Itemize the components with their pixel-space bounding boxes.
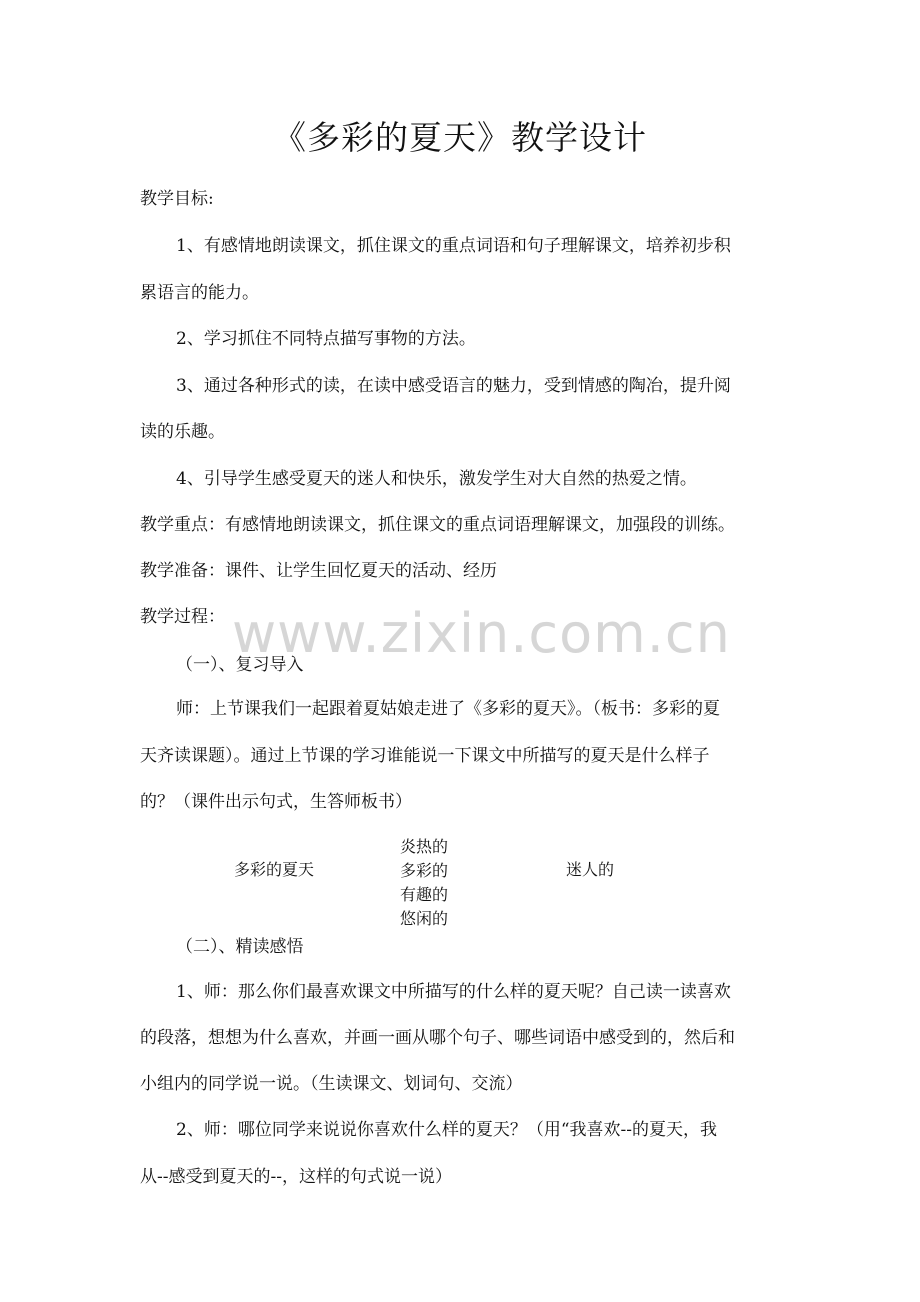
board-middle-4: 悠闲的 xyxy=(400,909,449,928)
board-right: 迷人的 xyxy=(566,860,615,879)
section-1-line-2: 天齐读课题）。通过上节课的学习谁能说一下课文中所描写的夏天是什么样子 xyxy=(140,746,710,766)
goal-1-line-1: 1、有感情地朗读课文，抓住课文的重点词语和句子理解课文，培养初步积 xyxy=(176,236,731,256)
page-title: 《多彩的夏天》教学设计 xyxy=(273,118,647,157)
goals-heading: 教学目标: xyxy=(140,189,214,209)
board-middle-2: 多彩的 xyxy=(400,861,449,880)
goal-1-line-2: 累语言的能力。 xyxy=(140,283,259,303)
section-2-p2-line-2: 从--感受到夏天的--，这样的句式说一说） xyxy=(140,1167,452,1187)
goal-4: 4、引导学生感受夏天的迷人和快乐，激发学生对大自然的热爱之情。 xyxy=(176,469,697,489)
goal-3-line-2: 读的乐趣。 xyxy=(140,422,225,442)
board-middle-1: 炎热的 xyxy=(400,837,449,856)
board-left: 多彩的夏天 xyxy=(234,860,315,879)
key-point: 教学重点：有感情地朗读课文，抓住课文的重点词语理解课文，加强段的训练。 xyxy=(140,515,735,535)
section-1-line-3: 的？（课件出示句式，生答师板书） xyxy=(140,792,412,812)
board-middle-3: 有趣的 xyxy=(400,885,449,904)
goal-2: 2、学习抓住不同特点描写事物的方法。 xyxy=(176,329,476,349)
section-2-p2-line-1: 2、师：哪位同学来说说你喜欢什么样的夏天？（用“我喜欢--的夏天，我 xyxy=(176,1120,717,1140)
section-2-p1-line-3: 小组内的同学说一说。（生读课文、划词句、交流） xyxy=(140,1074,523,1094)
section-2-p1-line-1: 1、师：那么你们最喜欢课文中所描写的什么样的夏天呢？自己读一读喜欢 xyxy=(176,982,731,1002)
watermark: www.zixin.com.cn xyxy=(232,602,731,665)
preparation: 教学准备：课件、让学生回忆夏天的活动、经历 xyxy=(140,561,497,581)
section-1-heading: （一）、复习导入 xyxy=(176,655,304,675)
section-1-line-1: 师：上节课我们一起跟着夏姑娘走进了《多彩的夏天》。（板书：多彩的夏 xyxy=(176,699,720,719)
process-heading: 教学过程： xyxy=(140,607,225,627)
section-2-heading: （二）、精读感悟 xyxy=(176,937,304,957)
goal-3-line-1: 3、通过各种形式的读，在读中感受语言的魅力，受到情感的陶冶，提升阅 xyxy=(176,376,731,396)
section-2-p1-line-2: 的段落，想想为什么喜欢，并画一画从哪个句子、哪些词语中感受到的，然后和 xyxy=(140,1028,735,1048)
